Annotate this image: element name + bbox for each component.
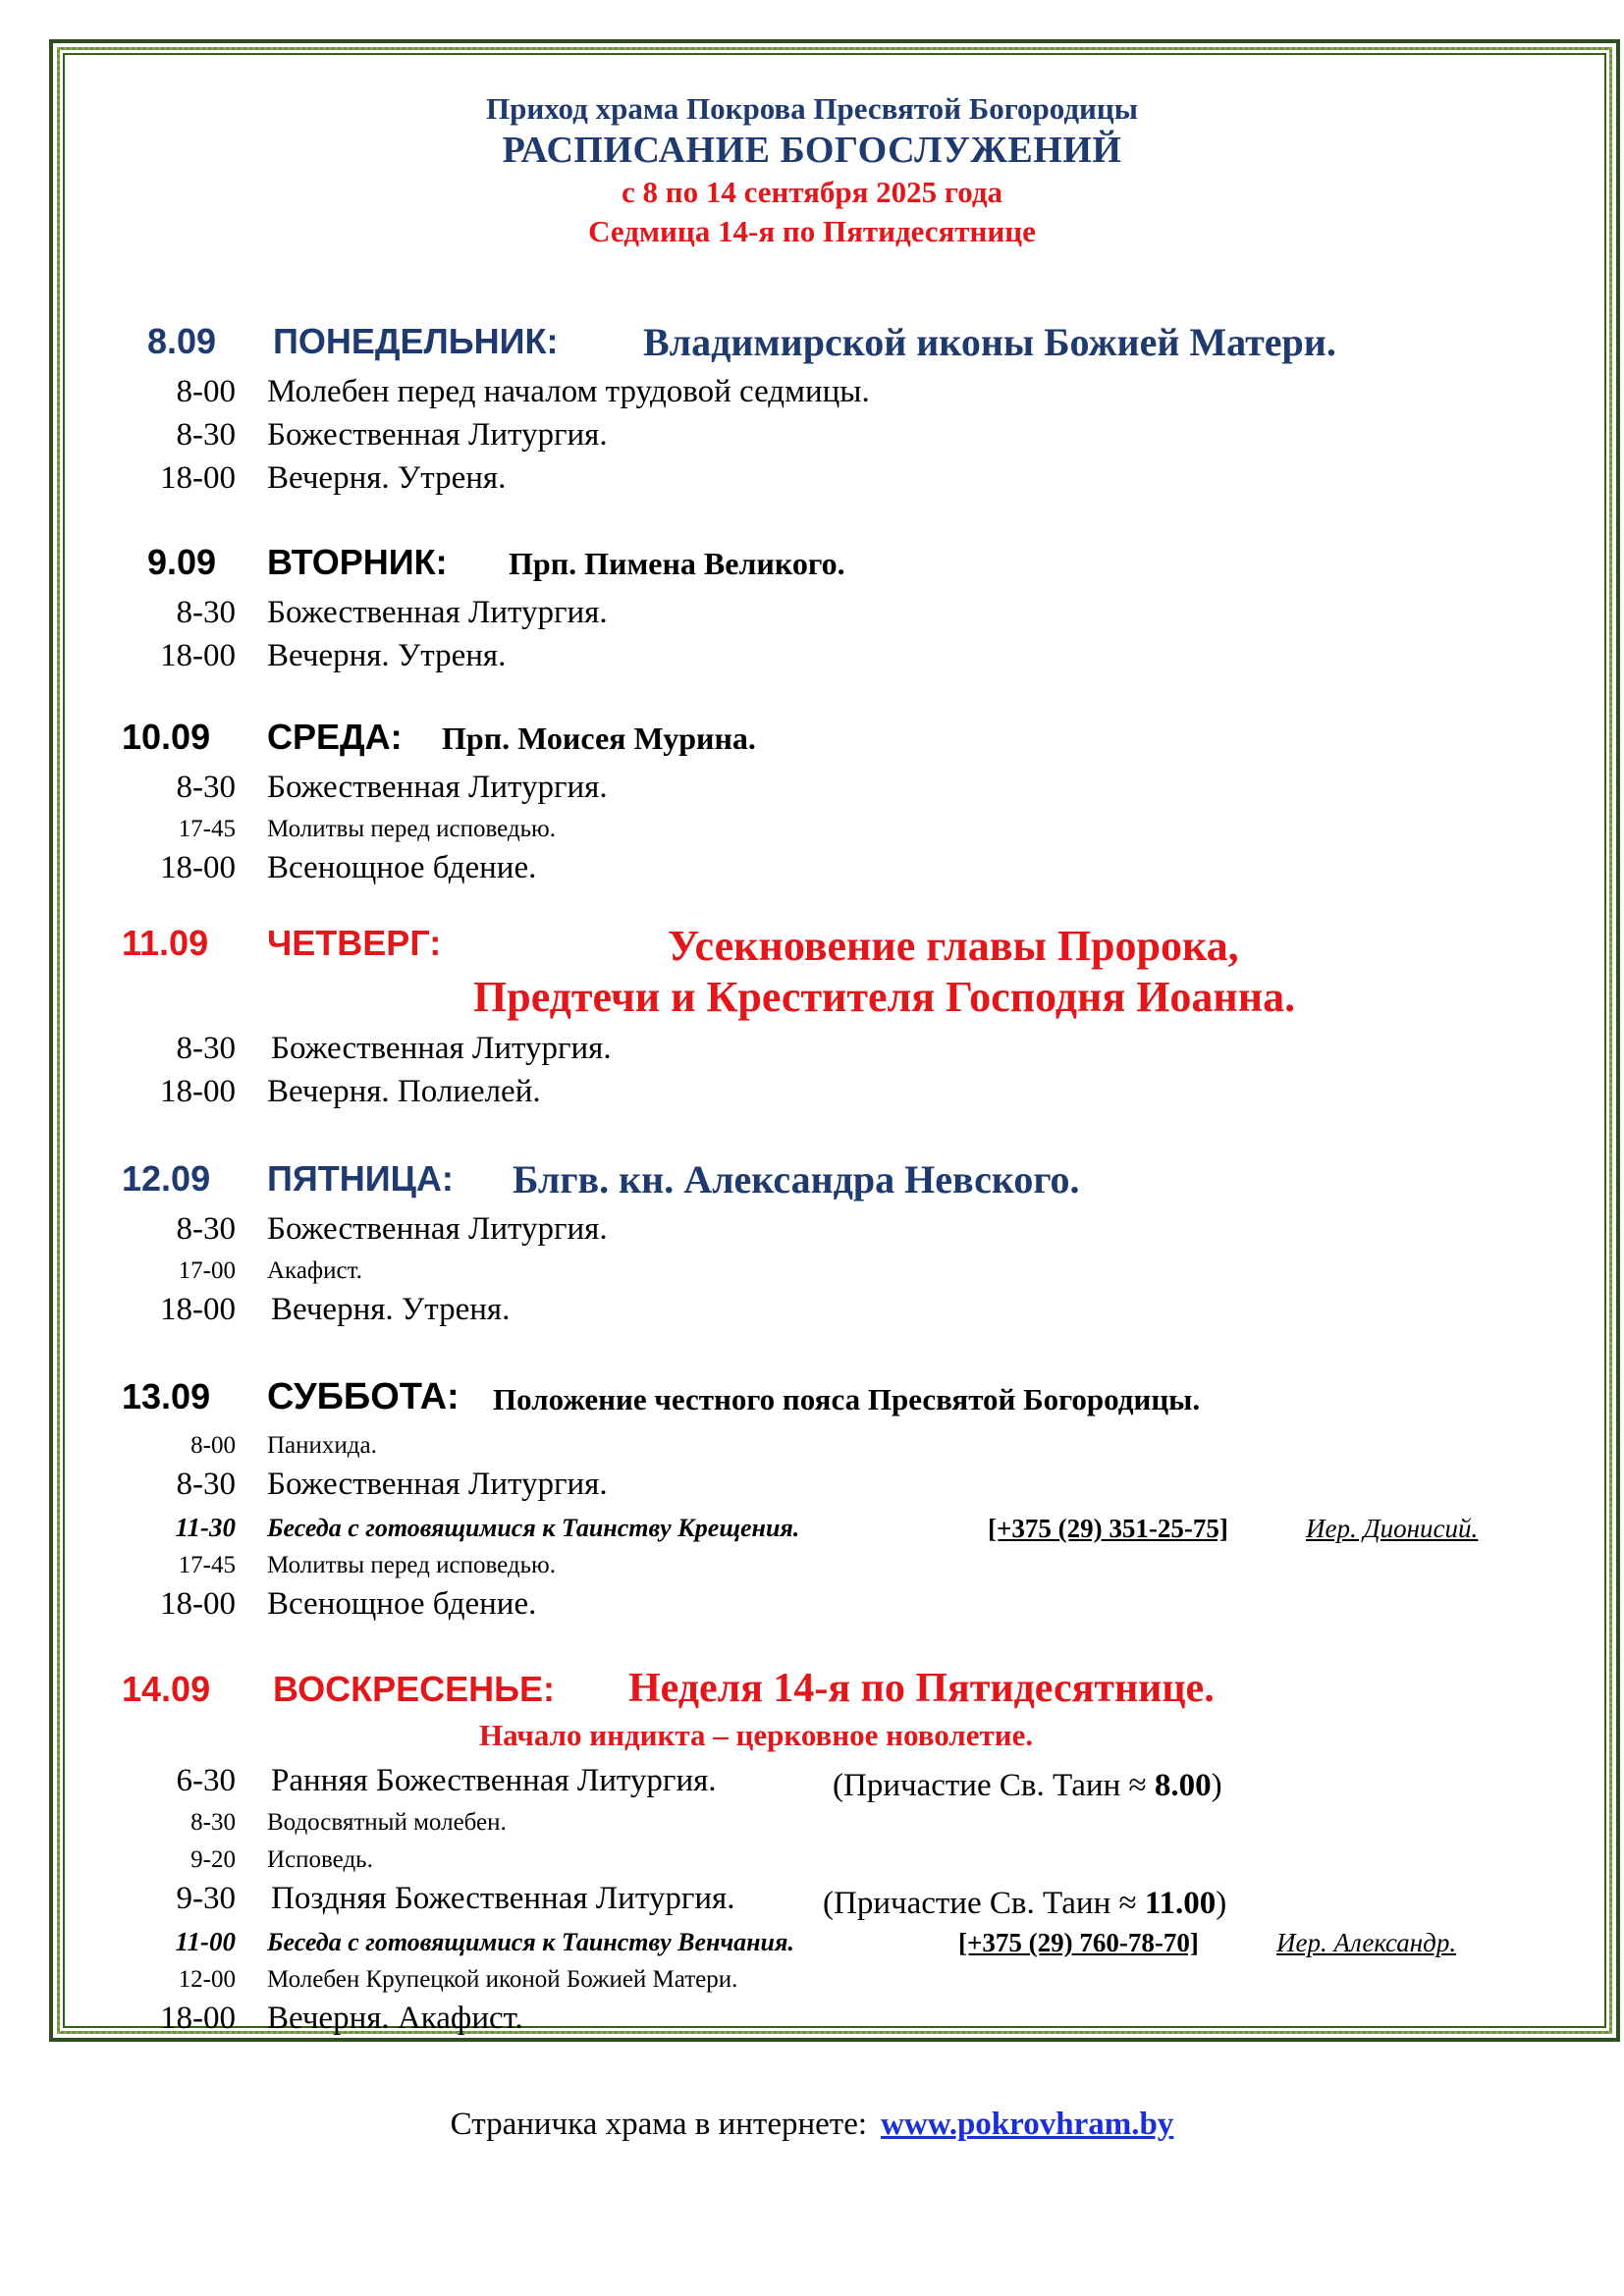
service-name: Всенощное бдение. [267, 1586, 537, 1622]
service-time: 8-30 [176, 417, 236, 453]
service-time: 18-00 [160, 1586, 236, 1622]
service-name: Акафист. [267, 1257, 362, 1284]
service-row [0, 1842, 1624, 1879]
day-feast: Положение честного пояса Пресвятой Богородицы. [493, 1382, 1201, 1416]
day-header [0, 1372, 1624, 1427]
service-name: Божественная Литургия. [267, 1467, 608, 1502]
day-block-saturday [0, 1372, 1624, 1628]
service-time: 18-00 [160, 1074, 236, 1109]
service-time: 18-00 [160, 850, 236, 885]
service-name: Панихида. [267, 1432, 377, 1459]
communion-note: (Причастие Св. Таин ≈ 11.00) [823, 1886, 1227, 1921]
day-name: ВОСКРЕСЕНЬЕ: [273, 1669, 555, 1709]
day-feast: Прп. Пимена Великого. [509, 546, 845, 581]
day-header [0, 919, 1624, 1029]
service-time: 11-00 [175, 1927, 236, 1956]
service-name: Вечерня. Утреня. [271, 1292, 511, 1327]
day-name: СРЕДА: [267, 717, 403, 757]
service-name: Молебен перед началом трудовой седмицы. [267, 374, 870, 409]
service-name: Божественная Литургия. [267, 770, 608, 805]
day-feast-line-1: Усекновение главы Пророка, [668, 922, 1239, 970]
day-block-wednesday [0, 713, 1624, 891]
service-row [0, 1029, 1624, 1072]
service-name: Вечерня. Утреня. [267, 638, 507, 673]
service-time: 9-30 [176, 1881, 236, 1916]
website-link[interactable]: www.pokrovhram.by [881, 2107, 1174, 2142]
service-name: Божественная Литургия. [267, 595, 608, 630]
day-date: 10.09 [122, 717, 211, 757]
service-row [0, 768, 1624, 811]
day-block-thursday [0, 919, 1624, 1115]
service-name: Вечерня. Утреня. [267, 460, 507, 496]
service-row [0, 848, 1624, 891]
day-date: 12.09 [122, 1158, 211, 1199]
service-time: 8-30 [176, 595, 236, 630]
day-block-tuesday [0, 538, 1624, 679]
contact-phone[interactable]: [+375 (29) 760-78-70] [958, 1928, 1199, 1957]
service-row [0, 1072, 1624, 1115]
service-row [0, 1290, 1624, 1333]
service-time: 8-30 [176, 1211, 236, 1247]
service-name: Беседа с готовящимися к Таинству Венчания. [267, 1928, 794, 1956]
service-row [0, 1961, 1624, 1999]
service-name: Божественная Литургия. [271, 1031, 612, 1066]
service-row [0, 1465, 1624, 1508]
service-time: 18-00 [160, 638, 236, 673]
day-subtitle: Начало индикта – церковное новолетие. [479, 1718, 1034, 1752]
day-name: ЧЕТВЕРГ: [267, 923, 442, 963]
day-feast: Прп. Моисея Мурина. [442, 721, 756, 756]
service-time: 9-20 [190, 1846, 236, 1873]
day-feast-line-2: Предтечи и Крестителя Господня Иоанна. [473, 973, 1296, 1021]
service-row [0, 1209, 1624, 1253]
day-block-friday [0, 1154, 1624, 1333]
day-feast: Блгв. кн. Александра Невского. [513, 1157, 1080, 1201]
service-time: 17-00 [178, 1257, 236, 1284]
service-name: Божественная Литургия. [267, 417, 608, 453]
service-row [0, 636, 1624, 679]
day-name: СУББОТА: [267, 1376, 460, 1417]
footer-label: Страничка храма в интернете: [450, 2107, 868, 2142]
service-time: 17-45 [178, 1552, 236, 1578]
service-time: 18-00 [160, 2001, 236, 2036]
service-time: 6-30 [176, 1763, 236, 1798]
day-header [0, 317, 1624, 372]
service-name: Молитвы перед исповедью. [267, 816, 556, 842]
priest-name: Иер. Александр. [1276, 1928, 1457, 1957]
communion-note: (Причастие Св. Таин ≈ 8.00) [833, 1768, 1222, 1803]
day-block-sunday [0, 1665, 1624, 2042]
priest-name: Иер. Дионисий. [1306, 1514, 1479, 1543]
service-name: Вечерня. Полиелей. [267, 1074, 541, 1109]
service-name: Божественная Литургия. [267, 1211, 608, 1247]
day-block-monday [0, 317, 1624, 502]
service-row [0, 1804, 1624, 1842]
service-name: Ранняя Божественная Литургия. [271, 1763, 717, 1798]
service-row [0, 458, 1624, 502]
service-time: 18-00 [160, 460, 236, 496]
service-time: 8-00 [176, 374, 236, 409]
footer [0, 2107, 1624, 2143]
contact-phone[interactable]: [+375 (29) 351-25-75] [988, 1514, 1228, 1543]
header [0, 90, 1624, 251]
service-row [0, 1427, 1624, 1465]
day-header [0, 1665, 1624, 1761]
service-row [0, 372, 1624, 415]
service-time: 8-30 [176, 1467, 236, 1502]
service-row [0, 593, 1624, 636]
service-row-catechesis [0, 1922, 1624, 1961]
service-row [0, 1547, 1624, 1584]
service-name: Вечерня. Акафист. [267, 2001, 523, 2036]
day-name: ПОНЕДЕЛЬНИК: [273, 321, 559, 361]
service-name: Исповедь. [267, 1846, 373, 1873]
service-name: Молитвы перед исповедью. [267, 1552, 556, 1578]
day-name: ПЯТНИЦА: [267, 1158, 454, 1199]
service-time: 8-30 [176, 1031, 236, 1066]
service-name: Поздняя Божественная Литургия. [271, 1881, 735, 1916]
schedule-dates: с 8 по 14 сентября 2025 года [621, 175, 1003, 209]
service-row [0, 415, 1624, 458]
day-date: 9.09 [147, 542, 217, 582]
day-header [0, 1154, 1624, 1209]
service-time: 11-30 [175, 1513, 236, 1542]
service-time: 8-00 [190, 1432, 236, 1459]
day-header [0, 538, 1624, 593]
day-date: 8.09 [147, 321, 217, 361]
day-feast: Владимирской иконы Божией Матери. [643, 320, 1336, 364]
service-time: 18-00 [160, 1292, 236, 1327]
service-time: 8-30 [176, 770, 236, 805]
service-row-catechesis [0, 1508, 1624, 1547]
day-date: 14.09 [122, 1669, 211, 1709]
service-row [0, 1584, 1624, 1628]
day-date: 11.09 [122, 923, 209, 963]
service-name: Молебен Крупецкой иконой Божией Матери. [267, 1966, 738, 1993]
week-label: Седмица 14-я по Пятидесятнице [588, 214, 1036, 248]
day-feast: Неделя 14-я по Пятидесятнице. [628, 1666, 1215, 1711]
service-name: Водосвятный молебен. [267, 1809, 507, 1836]
day-name: ВТОРНИК: [267, 542, 448, 582]
service-name: Всенощное бдение. [267, 850, 537, 885]
service-time: 8-30 [190, 1809, 236, 1836]
service-row [0, 811, 1624, 848]
service-name: Беседа с готовящимися к Таинству Крещения. [267, 1514, 800, 1542]
service-row [0, 1879, 1624, 1922]
day-header [0, 713, 1624, 768]
service-row [0, 1253, 1624, 1290]
service-row [0, 1999, 1624, 2042]
day-date: 13.09 [122, 1376, 211, 1416]
service-row [0, 1761, 1624, 1804]
service-time: 17-45 [178, 816, 236, 842]
parish-name: Приход храма Покрова Пресвятой Богородицы [486, 91, 1138, 126]
service-time: 12-00 [178, 1966, 236, 1993]
schedule-title: РАСПИСАНИЕ БОГОСЛУЖЕНИЙ [502, 130, 1122, 171]
